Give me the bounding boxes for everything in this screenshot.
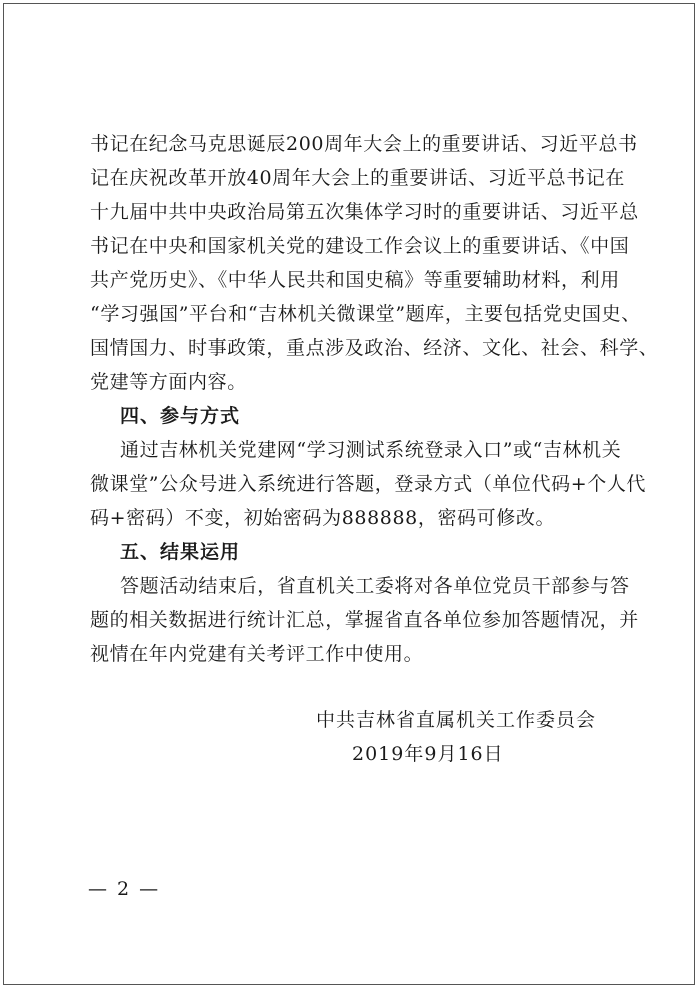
- text-line: 微课堂”公众号进入系统进行答题，登录方式（单位代码+个人代: [90, 473, 647, 495]
- section-heading-4: 四、参与方式: [120, 405, 241, 427]
- text-line: 共产党历史》、《中华人民共和国史稿》等重要辅助材料，利用: [90, 269, 620, 291]
- text-line: 党建等方面内容。: [90, 371, 247, 393]
- text-line: 视情在年内党建有关考评工作中使用。: [90, 643, 424, 665]
- text-line: “学习强国”平台和“吉林机关微课堂”题库，主要包括党史国史、: [90, 303, 641, 325]
- signature-date: 2019年9月16日: [352, 743, 504, 765]
- text-line: 通过吉林机关党建网“学习测试系统登录入口”或“吉林机关: [120, 439, 622, 461]
- signature-organization: 中共吉林省直属机关工作委员会: [316, 709, 597, 731]
- text-line: 十九届中共中央政治局第五次集体学习时的重要讲话、习近平总: [90, 201, 639, 223]
- page-number: — 2 —: [88, 878, 161, 900]
- text-line: 题的相关数据进行统计汇总，掌握省直各单位参加答题情况，并: [90, 609, 639, 631]
- text-line: 码+密码）不变，初始密码为888888，密码可修改。: [90, 507, 556, 529]
- section-heading-5: 五、结果运用: [120, 541, 241, 563]
- text-line: 书记在中央和国家机关党的建设工作会议上的重要讲话、《中国: [90, 235, 630, 257]
- text-line: 答题活动结束后，省直机关工委将对各单位党员干部参与答: [120, 575, 630, 597]
- text-line: 记在庆祝改革开放40周年大会上的重要讲话、习近平总书记在: [90, 167, 625, 189]
- text-line: 国情国力、时事政策，重点涉及政治、经济、文化、社会、科学、: [90, 337, 659, 359]
- text-line: 书记在纪念马克思诞辰200周年大会上的重要讲话、习近平总书: [90, 133, 638, 155]
